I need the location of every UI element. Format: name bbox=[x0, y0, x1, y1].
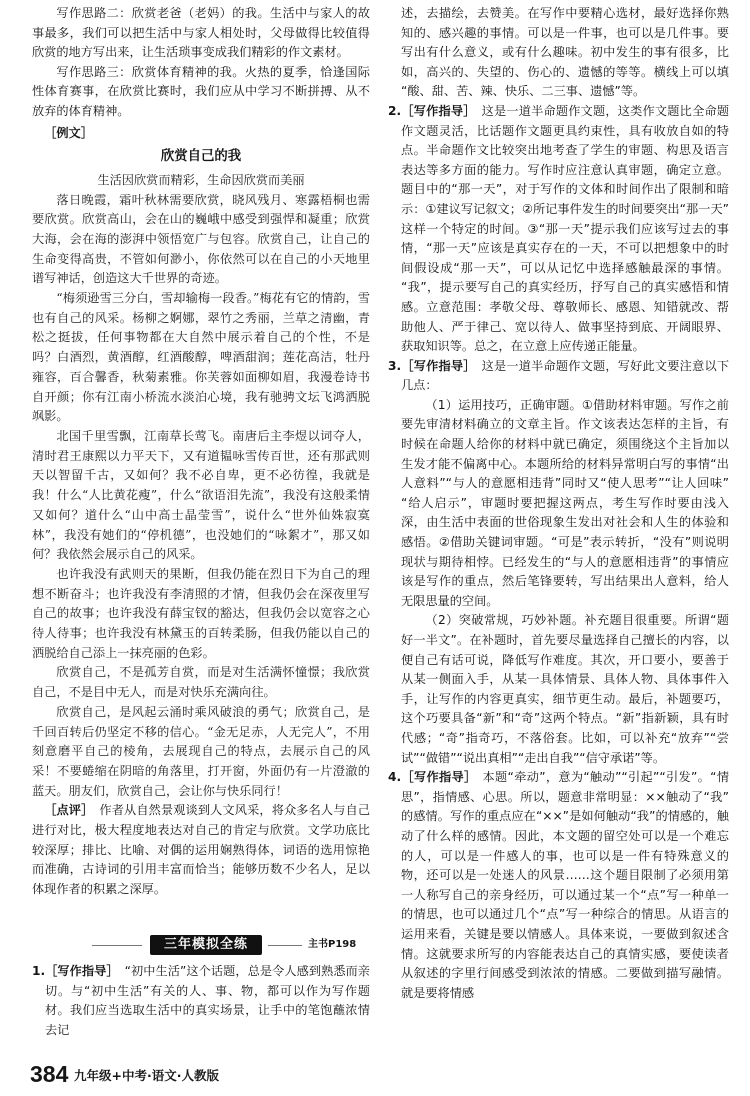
left-column bbox=[32, 4, 370, 930]
example-paragraph: 也许我没有武则天的果断，但我仍能在烈日下为自己的理想不断奋斗；也许我没有李清照的才情，但我仍会在深夜里写自己的故事；也许我没有薛宝钗的豁达，但我仍会以宽容之心待人待事；也许我没有林黛玉的百转柔肠，但我仍能以自己的洒脱给自己添上一抹亮丽的色彩。 bbox=[32, 566, 370, 660]
example-title: 欣赏自己的我 bbox=[160, 148, 242, 164]
item-number: 1. bbox=[32, 964, 46, 978]
section-divider-right bbox=[268, 945, 302, 946]
writing-idea-3: 写作思路三：欣赏体育精神的我。火热的夏季，恰逢国际性体育赛事，在欣赏比赛时，我们应从中学习不断拼搏、从不放弃的体育精神。 bbox=[32, 64, 370, 118]
example-paragraph: 欣赏自己，不是孤芳自赏，而是对生活满怀憧憬；我欣赏自己，不是目中无人，而是对快乐充满向往。 bbox=[32, 665, 370, 700]
item-label: ［写作指导］ bbox=[45, 964, 119, 978]
item-number: 2. bbox=[388, 103, 402, 118]
example-paragraph: 欣赏自己，是风起云涌时乘风破浪的勇气；欣赏自己，是千回百转后仍坚定不移的信心。“金无足赤，人无完人”，不用刻意磨平自己的棱角，去展现自己的特点，去展示自己的风采！不要蜷缩在阴暗的角落里，打开窗，外面仍有一片澄澈的蓝天。朋友们，欣赏自己，会让你与快乐同行！ bbox=[32, 704, 370, 798]
section-divider-left bbox=[92, 945, 142, 946]
item-text: 本题“牵动”，意为“触动”“引起”“引发”。“情思”，指情感、心思。所以，题意非常明显：××触动了“我”的感情。写作的重点应在“××”是如何触动“我”的情感的，触动了什么样的感情。因此，本文题的留空处可以是一个难忘的人，可以是一件感人的事，也可以是一件有特殊意义的物，还可以是一处迷人的风景……这个题目限制了必须用第一人称写自己的亲身经历，可以通过某一个“点”写一种单一的情思，也可以通过几个“点”写一种综合的情思。从语言的运用来看，关键是要以情感人。具体来说，一要做到叙述含情。这就要求所写的内容能表达自己的真情实感，要使读者从叙述的字里行间感受到浓浓的情感。二要做到描写融情。就是要将情感 bbox=[401, 770, 729, 1000]
item-1-continued: 述，去描绘，去赞美。在写作中要精心选材，最好选择你熟知的、感兴趣的事情。可以是一件事，也可以是几件事。要写出有什么意义，或有什么趣味。初中发生的事有很多，比如，高兴的、失望的、伤心的、遗憾的等等。横线上可以填“酸、甜、苦、辣、快乐、二三事、遗憾”等。 bbox=[401, 6, 729, 99]
answer-item-3 bbox=[388, 357, 729, 396]
section-reference: 主书P198 bbox=[308, 939, 357, 950]
page-number: 384 bbox=[30, 1061, 69, 1087]
comment-label: ［点评］ bbox=[44, 803, 94, 818]
writing-idea-2: 写作思路二：欣赏老爸（老妈）的我。生活中与家人的故事最多，我们可以把生活中与家人相处时，父母做得比较值得欣赏的地方写出来，让生活琐事变成我们精彩的作文素材。 bbox=[32, 6, 370, 60]
answer-item-2 bbox=[388, 102, 729, 357]
right-column bbox=[388, 4, 729, 1040]
example-paragraph: 北国千里雪飘，江南草长莺飞。南唐后主李煜以词夺人，清时君王康熙以力平天下，又有道韫咏雪传百世，还有那武则天以智留千古，又如何？我不必自卑，更不必彷徨，我就是我！什么“人比黄花瘦”，什么“欲语泪先流”，我没有这般柔情又如何？道什么“山中高士晶莹雪”，说什么“世外仙姝寂寞林”，我没有她们的“停机德”，也没她们的“咏絮才”，那又如何？我依然会展示自己的风采。 bbox=[32, 429, 370, 562]
answer-item-4 bbox=[388, 768, 729, 1003]
item-text: 这是一道半命题作文题，写好此文要注意以下几点： bbox=[401, 358, 729, 393]
item-text: 这是一道半命题作文题，这类作文题比全命题作文题灵活，比话题作文题更具约束性，具有收放自如的特点。半命题作文比较突出地考查了学生的审题、构思及语言表达等多方面的能力。写作时应注意认真审题，确定立意。题目中的“那一天”，对于写作的文体和时间作出了限制和暗示：①建议写记叙文；②所记事件发生的时间要突出“那一天”这样一个特定的时间。③“那一天”提示我们应该写过去的事情，“那一天”应该是真实存在的一天，不可以把想象中的时间假设成“那一天”，可以从记忆中选择感触最深的事情。“我”，提示要写自己的真实经历，抒写自己的真实感悟和情感。立意范围：孝敬父母、尊敬师长、感恩、知错就改、帮助他人、严于律己、宽以待人、做事坚持到底、开阔眼界、获取知识等。总之，在立意上应传递正能量。 bbox=[401, 103, 729, 354]
item-label: ［写作指导］ bbox=[401, 358, 476, 373]
example-paragraph: “梅须逊雪三分白，雪却输梅一段香。”梅花有它的情韵，雪也有自己的风采。杨柳之婀娜，翠竹之秀丽，兰草之清幽，青松之挺拔，任何事物都在大自然中展示着自己的个性，不是吗？白酒烈，黄酒醇，红酒酸醇，啤酒甜润；莲花高洁，牡丹雍容，百合馨香，秋菊素雅。你芙蓉如面柳如眉，我漫卷诗书自开颜；你有江南小桥流水淡泊心境，我有驰骋文坛飞鸿洒脱飒影。 bbox=[32, 291, 370, 424]
section-title: 三年模拟全练 bbox=[150, 935, 262, 955]
item-label: ［写作指导］ bbox=[401, 103, 476, 118]
item-3-point-2: （2）突破常规，巧妙补题。补充题目很重要。所谓“题好一半文”。在补题时，首先要尽量选择自己擅长的内容，以便自己有话可说，降低写作难度。其次，开口要小，要善于从某一侧面入手，从某一具体情景、具体人物、具体事件入手，让写作的内容更真实，细节更生动。最后，补题要巧，这个巧要具备“新”和“奇”这两个特点。“新”指新颖，具有时代感；“奇”指奇巧，不落俗套。比如，可以补充“放弃”“尝试”“做错”“说出真相”“走出自我”“信守承诺”等。 bbox=[401, 613, 729, 765]
item-3-point-1: （1）运用技巧，正确审题。①借助材料审题。写作之前要先审清材料确立的文章主旨。作文该表达怎样的主旨，有时候在命题人给你的材料中就已确定，须围绕这个主旨加以生发才能不偏离中心。本题所给的材料异常明白写的事情“出人意料”“与人的意愿相违背”同时又“使人思考”“让人回味”“给人启示”，审题时要把握这两点，考生写作时要由浅入深，由生活中表面的世俗现象生发出对社会和人生的体验和感悟。②借助关键词审题。“可是”表示转折，“没有”则说明现状与期待相悖。已经发生的“与人的意愿相违背”的事情应该是写作的重点，然后笔锋要转，写出结果出人意料，给人无限思量的空间。 bbox=[401, 397, 729, 608]
example-subtitle: 生活因欣赏而精彩，生命因欣赏而美丽 bbox=[97, 172, 305, 187]
item-paragraph bbox=[32, 962, 370, 1040]
example-label: ［例文］ bbox=[44, 125, 93, 140]
item-number: 3. bbox=[388, 358, 402, 373]
answer-item-1 bbox=[32, 962, 370, 1040]
example-paragraph: 落日晚霞，霜叶秋林需要欣赏，晓风残月、寒露梧桐也需要欣赏。欣赏高山，会在山的巍峨中感受到强悍和凝重；欣赏大海，会在海的澎湃中领悟宽广与包容。欣赏自己，让自己的生命变得高贵，不管如何渺小，你依然可以在自己的小天地里谱写神话，创造这大千世界的奇迹。 bbox=[32, 192, 370, 286]
comment-text: 作者从自然景观谈到人文风采，将众多名人与自己进行对比，极大程度地表达对自己的肯定与欣赏。文学功底比较深厚；排比、比喻、对偶的运用娴熟得体，词语的选用惊艳而准确，古诗词的引用丰富而恰当；能够历数不少名人，足以体现作者的积累之深厚。 bbox=[32, 803, 370, 896]
item-text: “初中生活”这个话题，总是令人感到熟悉而亲切。与“初中生活”有关的人、事、物，都可以作为写作题材。我们应当选取生活中的真实场景，让手中的笔饱蘸浓情去记 bbox=[45, 964, 370, 1037]
book-title: 九年级+中考·语文·人教版 bbox=[74, 1068, 219, 1083]
item-number: 4. bbox=[388, 770, 402, 785]
section-header bbox=[32, 934, 370, 956]
item-label: ［写作指导］ bbox=[401, 770, 477, 785]
comment-paragraph bbox=[32, 801, 370, 899]
